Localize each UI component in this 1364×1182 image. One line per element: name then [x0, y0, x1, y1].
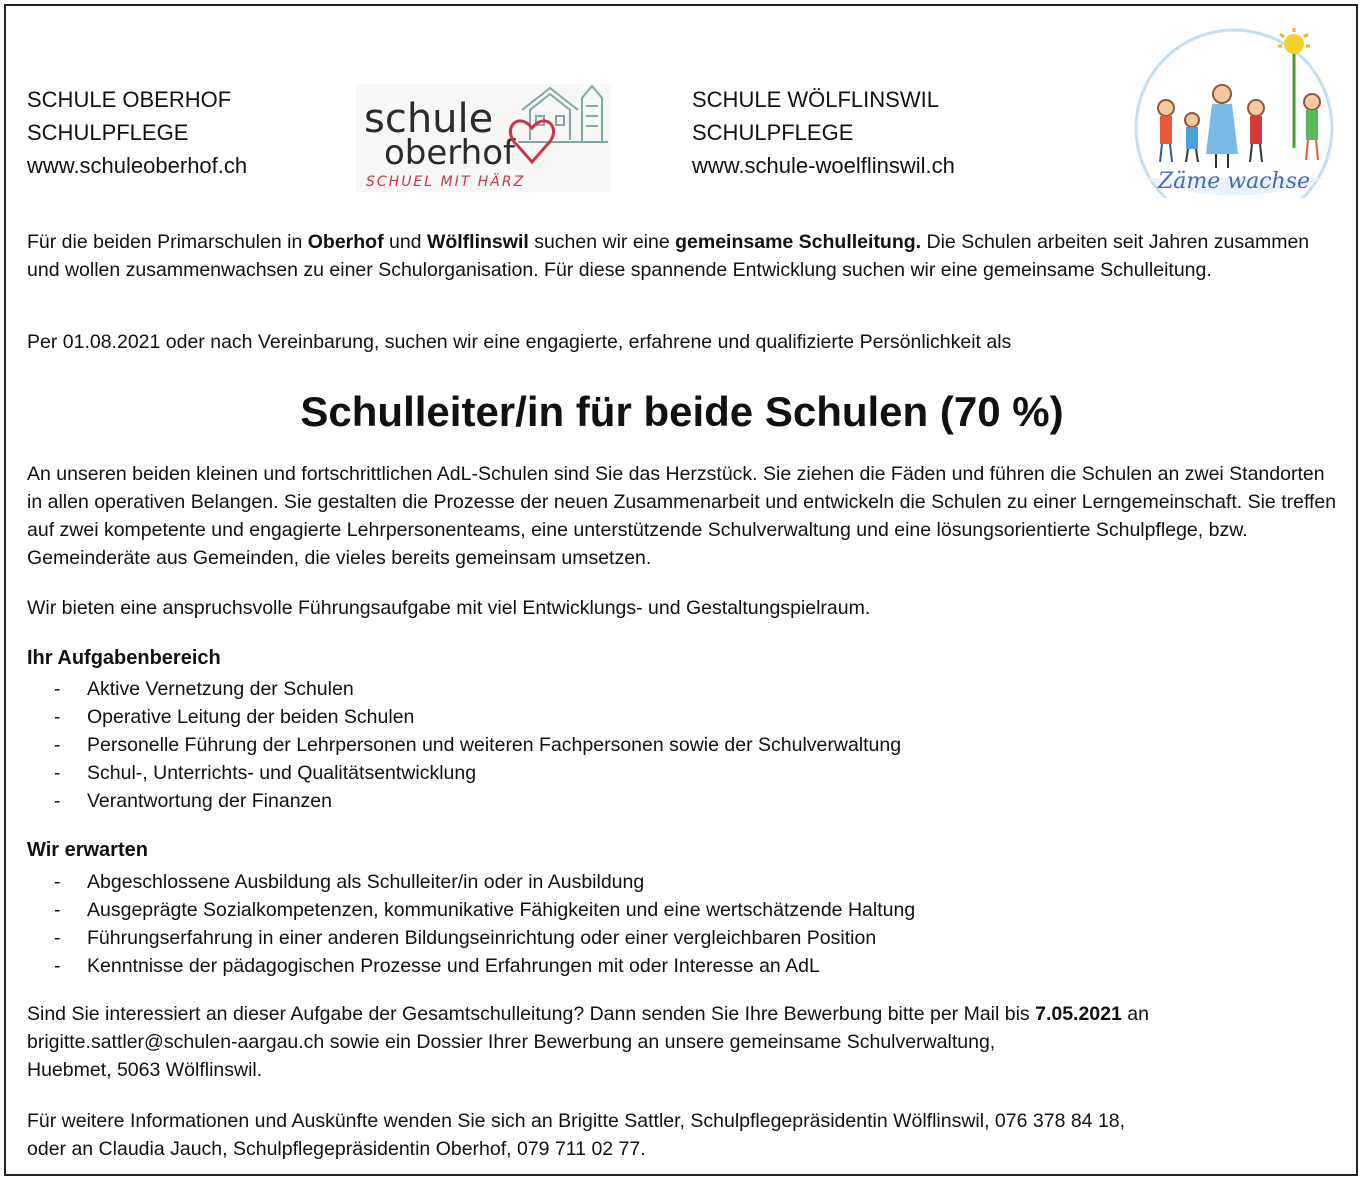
woelflinswil-school-name: SCHULE WÖLFLINSWIL [692, 87, 939, 112]
list-item-text: Kenntnisse der pädagogischen Prozesse und Erfahrungen mit oder Interesse an AdL [87, 955, 820, 977]
woelflinswil-website: www.schule-woelflinswil.ch [692, 153, 955, 178]
offer-paragraph: Wir bieten eine anspruchsvolle Führungsaufgabe mit viel Entwicklungs- und Gestaltungspielraum. [27, 597, 871, 619]
application-line-1 [27, 1000, 1337, 1028]
oberhof-address [27, 83, 247, 182]
application-deadline: 7.05.2021 [1035, 1003, 1122, 1025]
oberhof-logo-word1: schule [364, 96, 494, 142]
intro-joint-leadership: gemeinsame Schulleitung. [675, 231, 922, 253]
contact-line-2: oder an Claudia Jauch, Schulpflegepräsidentin Oberhof, 079 711 02 77. [27, 1138, 646, 1160]
list-item [27, 675, 901, 703]
tasks-heading: Ihr Aufgabenbereich [27, 647, 221, 669]
oberhof-school-name: SCHULE OBERHOF [27, 87, 232, 112]
application-text: Sind Sie interessiert an dieser Aufgabe der Gesamtschulleitung? Dann senden Sie Ihre Bewerbung bitte per Mail bis [27, 1003, 1036, 1025]
application-text: an [1121, 1003, 1149, 1025]
intro-oberhof: Oberhof [307, 231, 384, 253]
application-paragraph [27, 1000, 1337, 1084]
list-item-text: Aktive Vernetzung der Schulen [87, 678, 354, 700]
list-item-text: Abgeschlossene Ausbildung als Schulleiter/in oder in Ausbildung [87, 871, 645, 893]
children-icon [1158, 85, 1320, 168]
list-item [27, 924, 915, 952]
description-paragraph: An unseren beiden kleinen und fortschrittlichen AdL-Schulen sind Sie das Herzstück. Sie ziehen die Fäden und führen die Schulen an zwei Standorten in allen operativen Belangen. Sie gestalten die Prozesse der neuen Zusammenarbeit und entwickeln die Schulen zu einer Lerngemeinschaft. Sie treffen auf zwei kompetente und engagierte Lehrpersonenteams, eine unterstützende Schulverwaltung und eine lösungsorientierte Schulpflege, bzw. Gemeinderäte aus Gemeinden, die vieles bereits gemeinsam umsetzen. [27, 463, 1337, 569]
list-item-text: Schul-, Unterrichts- und Qualitätsentwicklung [87, 762, 477, 784]
dash-bullet: - [54, 790, 61, 812]
dash-bullet: - [54, 871, 61, 893]
application-line-3: Huebmet, 5063 Wölflinswil. [27, 1059, 263, 1081]
list-item [27, 703, 901, 731]
dash-bullet: - [54, 762, 61, 784]
oberhof-logo [350, 80, 615, 195]
list-item-text: Personelle Führung der Lehrpersonen und weiteren Fachpersonen sowie der Schulverwaltung [87, 734, 902, 756]
intro-text: und [383, 231, 427, 253]
expectations-heading: Wir erwarten [27, 839, 148, 861]
dash-bullet: - [54, 899, 61, 921]
list-item [27, 731, 901, 759]
woelflinswil-logo [1122, 28, 1347, 198]
sunflower-icon [1278, 28, 1310, 148]
oberhof-logo-word2: oberhof [384, 133, 516, 173]
intro-text: suchen wir eine [528, 231, 676, 253]
list-item-text: Führungserfahrung in einer anderen Bildungseinrichtung oder einer vergleichbaren Position [87, 927, 877, 949]
dash-bullet: - [54, 678, 61, 700]
list-item-text: Ausgeprägte Sozialkompetenzen, kommunikative Fähigkeiten und eine wertschätzende Haltung [87, 899, 916, 921]
list-item [27, 896, 915, 924]
dash-bullet: - [54, 955, 61, 977]
intro-paragraph [27, 228, 1337, 284]
list-item-text: Verantwortung der Finanzen [87, 790, 332, 812]
intro-text: Für die beiden Primarschulen in [27, 231, 308, 253]
list-item-text: Operative Leitung der beiden Schulen [87, 706, 415, 728]
start-date-paragraph: Per 01.08.2021 oder nach Vereinbarung, suchen wir eine engagierte, erfahrene und qualifizierte Persönlichkeit als [27, 331, 1012, 353]
tasks-list [27, 675, 901, 815]
contact-line-1: Für weitere Informationen und Auskünfte wenden Sie sich an Brigitte Sattler, Schulpflegepräsidentin Wölflinswil, 076 378 84 18, [27, 1110, 1126, 1132]
expectations-list [27, 868, 915, 980]
list-item [27, 952, 915, 980]
oberhof-website: www.schuleoberhof.ch [27, 153, 248, 178]
list-item [27, 787, 901, 815]
woelflinswil-school-board: SCHULPFLEGE [692, 120, 854, 145]
dash-bullet: - [54, 734, 61, 756]
oberhof-school-board: SCHULPFLEGE [27, 120, 189, 145]
dash-bullet: - [54, 706, 61, 728]
intro-woelflinswil: Wölflinswil [426, 231, 529, 253]
list-item [27, 759, 901, 787]
intro-text: Die Schulen arbeiten seit Jahren zusammen und wollen zusammenwachsen zu einer Schulorganisation. Für diese spannende Entwicklung suchen wir eine gemeinsame Schulleitung. [27, 231, 1310, 281]
woelflinswil-address [692, 83, 955, 182]
contact-paragraph [27, 1107, 1337, 1163]
job-title: Schulleiter/in für beide Schulen (70 %) [300, 388, 1064, 435]
dash-bullet: - [54, 927, 61, 949]
oberhof-logo-tagline: SCHUEL MIT HÄRZ [366, 174, 526, 190]
woelflinswil-logo-tagline: Zäme wachse [1157, 169, 1311, 194]
list-item [27, 868, 915, 896]
application-line-2: brigitte.sattler@schulen-aargau.ch sowie ein Dossier Ihrer Bewerbung an unsere gemeinsame Schulverwaltung, [27, 1031, 996, 1053]
